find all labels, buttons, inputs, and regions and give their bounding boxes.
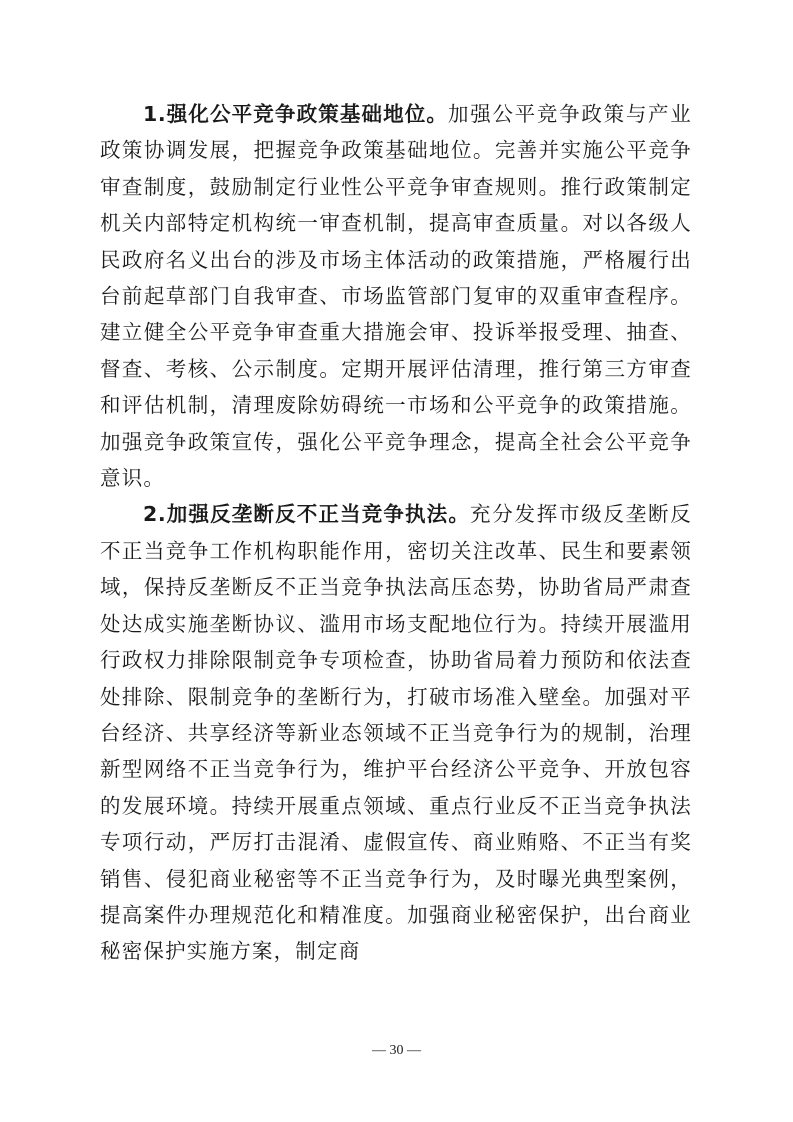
document-body <box>100 96 692 970</box>
section-body-2: 充分发挥市级反垄断反不正当竞争工作机构职能作用，密切关注改革、民生和要素领域，保持反垄断反不正当竞争执法高压态势，协助省局严肃查处达成实施垄断协议、滥用市场支配地位行为。持续开展滥用行政权力排除限制竞争专项检查，协助省局着力预防和依法查处排除、限制竞争的垄断行为，打破市场准入壁垒。加强对平台经济、共享经济等新业态领域不正当竞争行为的规制，治理新型网络不正当竞争行为，维护平台经济公平竞争、开放包容的发展环境。持续开展重点领域、重点行业反不正当竞争执法专项行动，严厉打击混淆、虚假宣传、商业贿赂、不正当有奖销售、侵犯商业秘密等不正当竞争行为，及时曝光典型案例，提高案件办理规范化和精准度。加强商业秘密保护，出台商业秘密保护实施方案，制定商 <box>100 502 693 964</box>
section-heading-2: 2.加强反垄断反不正当竞争执法。 <box>143 502 470 527</box>
page-number: — 30 — <box>372 1043 421 1058</box>
section-paragraph-1 <box>100 96 692 496</box>
section-paragraph-2 <box>100 496 692 969</box>
section-heading-1: 1.强化公平竞争政策基础地位。 <box>143 102 448 126</box>
section-body-1: 加强公平竞争政策与产业政策协调发展，把握竞争政策基础地位。完善并实施公平竞争审查制度，鼓励制定行业性公平竞争审查规则。推行政策制定机关内部特定机构统一审查机制，提高审查质量。对以各级人民政府名义出台的涉及市场主体活动的政策措施，严格履行出台前起草部门自我审查、市场监管部门复审的双重审查程序。建立健全公平竞争审查重大措施会审、投诉举报受理、抽查、督查、考核、公示制度。定期开展评估清理，推行第三方审查和评估机制，清理废除妨碍统一市场和公平竞争的政策措施。加强竞争政策宣传，强化公平竞争理念，提高全社会公平竞争意识。 <box>100 102 692 491</box>
